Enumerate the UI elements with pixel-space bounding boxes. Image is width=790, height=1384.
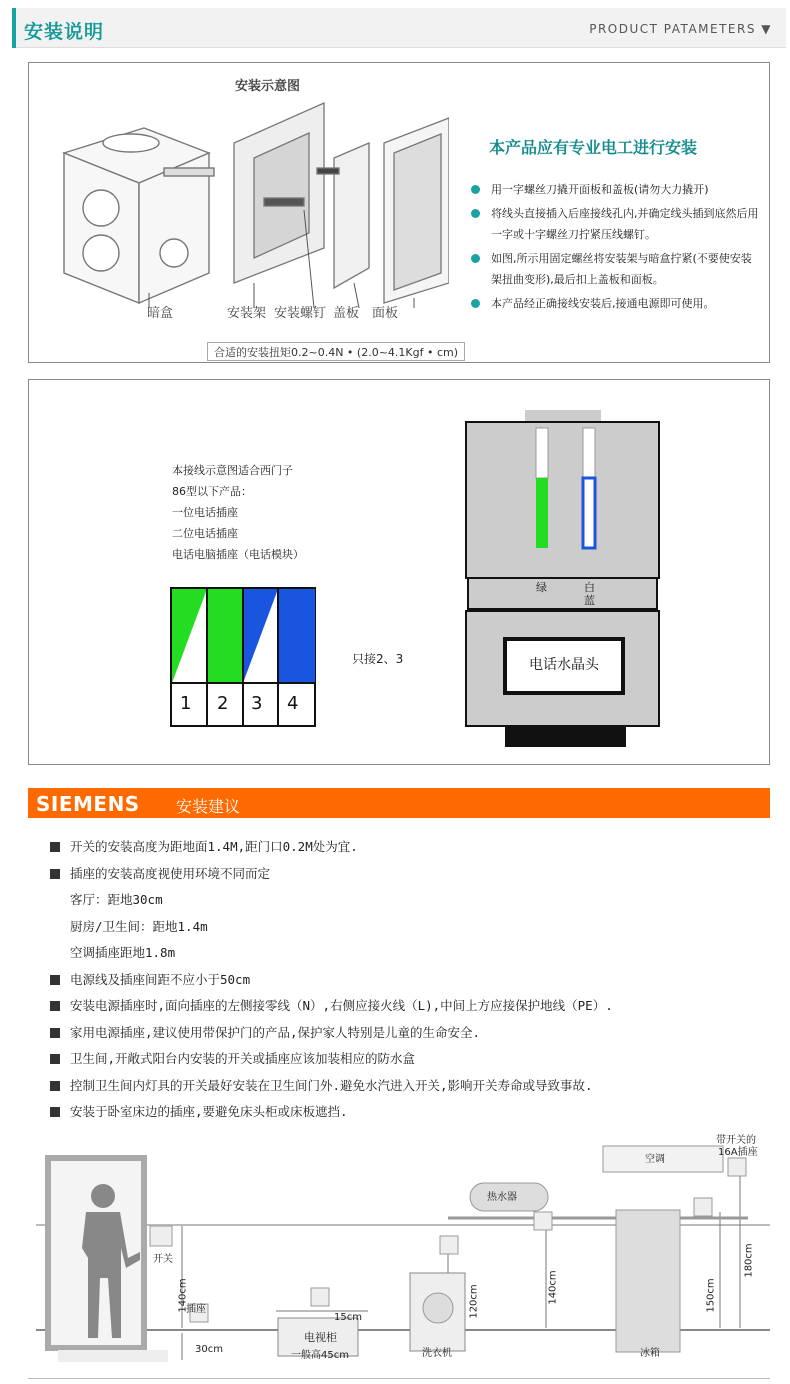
list-item: 安装于卧室床边的插座,要避免床头柜或床板遮挡.	[50, 1099, 770, 1126]
wiring-note: 本接线示意图适合西门子 86型以下产品： 一位电话插座 二位电话插座 电话电脑插座（电话模块）	[172, 464, 304, 561]
connect-note: 只接2、3	[352, 652, 404, 666]
terminal-1: 1	[180, 693, 192, 714]
bullet-square-icon	[50, 975, 60, 985]
label-cover-plate: 盖板	[333, 306, 360, 321]
label-tv-height: 一般高45cm	[291, 1350, 349, 1361]
label-face-panel: 面板	[372, 306, 399, 321]
product-parameters-link[interactable]: PRODUCT PATAMETERS ▼	[589, 22, 772, 36]
label-ac-socket-line2: 16A插座	[718, 1147, 758, 1158]
label-tv-cabinet: 电视柜	[304, 1331, 337, 1344]
list-item: 家用电源插座,建议使用带保护门的产品,保护家人特别是儿童的生命安全.	[50, 1020, 770, 1047]
list-item: 卫生间,开敞式阳台内安装的开关或插座应该加装相应的防水盒	[50, 1046, 770, 1073]
wire-label-green: 绿	[536, 581, 547, 594]
list-item: 安装电源插座时,面向插座的左侧接零线（N）,右侧应接火线（L),中间上方应接保护地线（PE）.	[50, 993, 770, 1020]
divider	[28, 1378, 770, 1379]
phone-module-illustration	[465, 410, 663, 750]
label-height-120cm: 120cm	[468, 1284, 480, 1319]
label-height-140cm-heater: 140cm	[547, 1270, 559, 1305]
install-heading: 本产品应有专业电工进行安装	[489, 138, 698, 157]
bullet-dot-icon	[471, 209, 480, 218]
label-height-180cm: 180cm	[743, 1243, 755, 1278]
bullet-dot-icon	[471, 185, 480, 194]
suggestions-bar	[28, 788, 770, 818]
list-item: 开关的安装高度为距地面1.4M,距门口0.2M处为宜.	[50, 834, 770, 861]
suggestions-title: 安装建议	[176, 797, 241, 816]
label-water-heater: 热水器	[487, 1192, 517, 1203]
accent-bar	[12, 8, 16, 48]
label-switch: 开关	[153, 1254, 173, 1265]
section-header	[12, 8, 786, 48]
list-item: 厨房/卫生间：距地1.4m	[70, 918, 208, 934]
brand-logo: SIEMENS	[36, 792, 140, 816]
list-item: 控制卫生间内灯具的开关最好安装在卫生间门外.避免水汽进入开关,影响开关寿命或导致事故.	[50, 1073, 770, 1100]
diagram-caption: 安装示意图	[235, 79, 301, 94]
install-exploded-illustration	[49, 98, 449, 308]
list-item: 空调插座距地1.8m	[70, 945, 176, 960]
wiring-panel	[28, 379, 770, 765]
install-step: 将线头直接插入后座接线孔内,并确定线头插到底然后用一字或十字螺丝刀拧紧压线螺钉。	[471, 203, 761, 245]
label-washer: 洗衣机	[422, 1348, 452, 1359]
bullet-square-icon	[50, 842, 60, 852]
bullet-square-icon	[50, 1081, 60, 1091]
install-step: 本产品经正确接线安装后,接通电源即可使用。	[471, 293, 761, 314]
bullet-square-icon	[50, 1107, 60, 1117]
list-item: 插座的安装高度视使用环境不同而定	[50, 861, 770, 888]
terminal-4: 4	[287, 693, 299, 714]
list-item: 客厅：距地30cm	[70, 892, 163, 907]
suggestion-list	[50, 834, 770, 1126]
terminal-3: 3	[251, 693, 263, 714]
install-step: 如图,所示用固定螺丝将安装架与暗盒拧紧(不要使安装架扭曲变形),最后扣上盖板和面板。	[471, 248, 761, 290]
terminal-2: 2	[217, 693, 229, 714]
torque-spec: 合适的安装扭矩0.2~0.4N • (2.0~4.1Kgf • cm)	[207, 342, 465, 361]
bullet-square-icon	[50, 1054, 60, 1064]
label-ac-socket-line1: 带开关的	[716, 1135, 756, 1146]
install-steps	[471, 179, 761, 317]
label-back-box: 暗盒	[147, 306, 174, 321]
bullet-square-icon	[50, 1028, 60, 1038]
label-mounting-screw: 安装螺钉	[274, 306, 327, 321]
label-fridge: 冰箱	[640, 1348, 660, 1359]
install-panel	[28, 62, 770, 363]
section-title: 安装说明	[24, 21, 105, 43]
list-item: 电源线及插座间距不应小于50cm	[50, 967, 770, 994]
bullet-dot-icon	[471, 299, 480, 308]
label-mounting-frame: 安装架	[227, 306, 267, 321]
wire-label-white: 白	[584, 581, 595, 594]
bullet-dot-icon	[471, 254, 480, 263]
bullet-square-icon	[50, 1001, 60, 1011]
label-height-15cm: 15cm	[334, 1312, 362, 1323]
label-height-30cm: 30cm	[195, 1344, 223, 1355]
label-air-conditioner: 空调	[645, 1154, 665, 1165]
label-socket: 插座	[186, 1304, 206, 1315]
label-height-150cm: 150cm	[705, 1278, 717, 1313]
label-height-140cm: 140cm	[177, 1278, 189, 1313]
wire-label-blue: 蓝	[584, 594, 595, 607]
crystal-head-label: 电话水晶头	[529, 657, 599, 673]
bullet-square-icon	[50, 869, 60, 879]
install-step: 用一字螺丝刀撬开面板和盖板(请勿大力撬开)	[471, 179, 761, 200]
